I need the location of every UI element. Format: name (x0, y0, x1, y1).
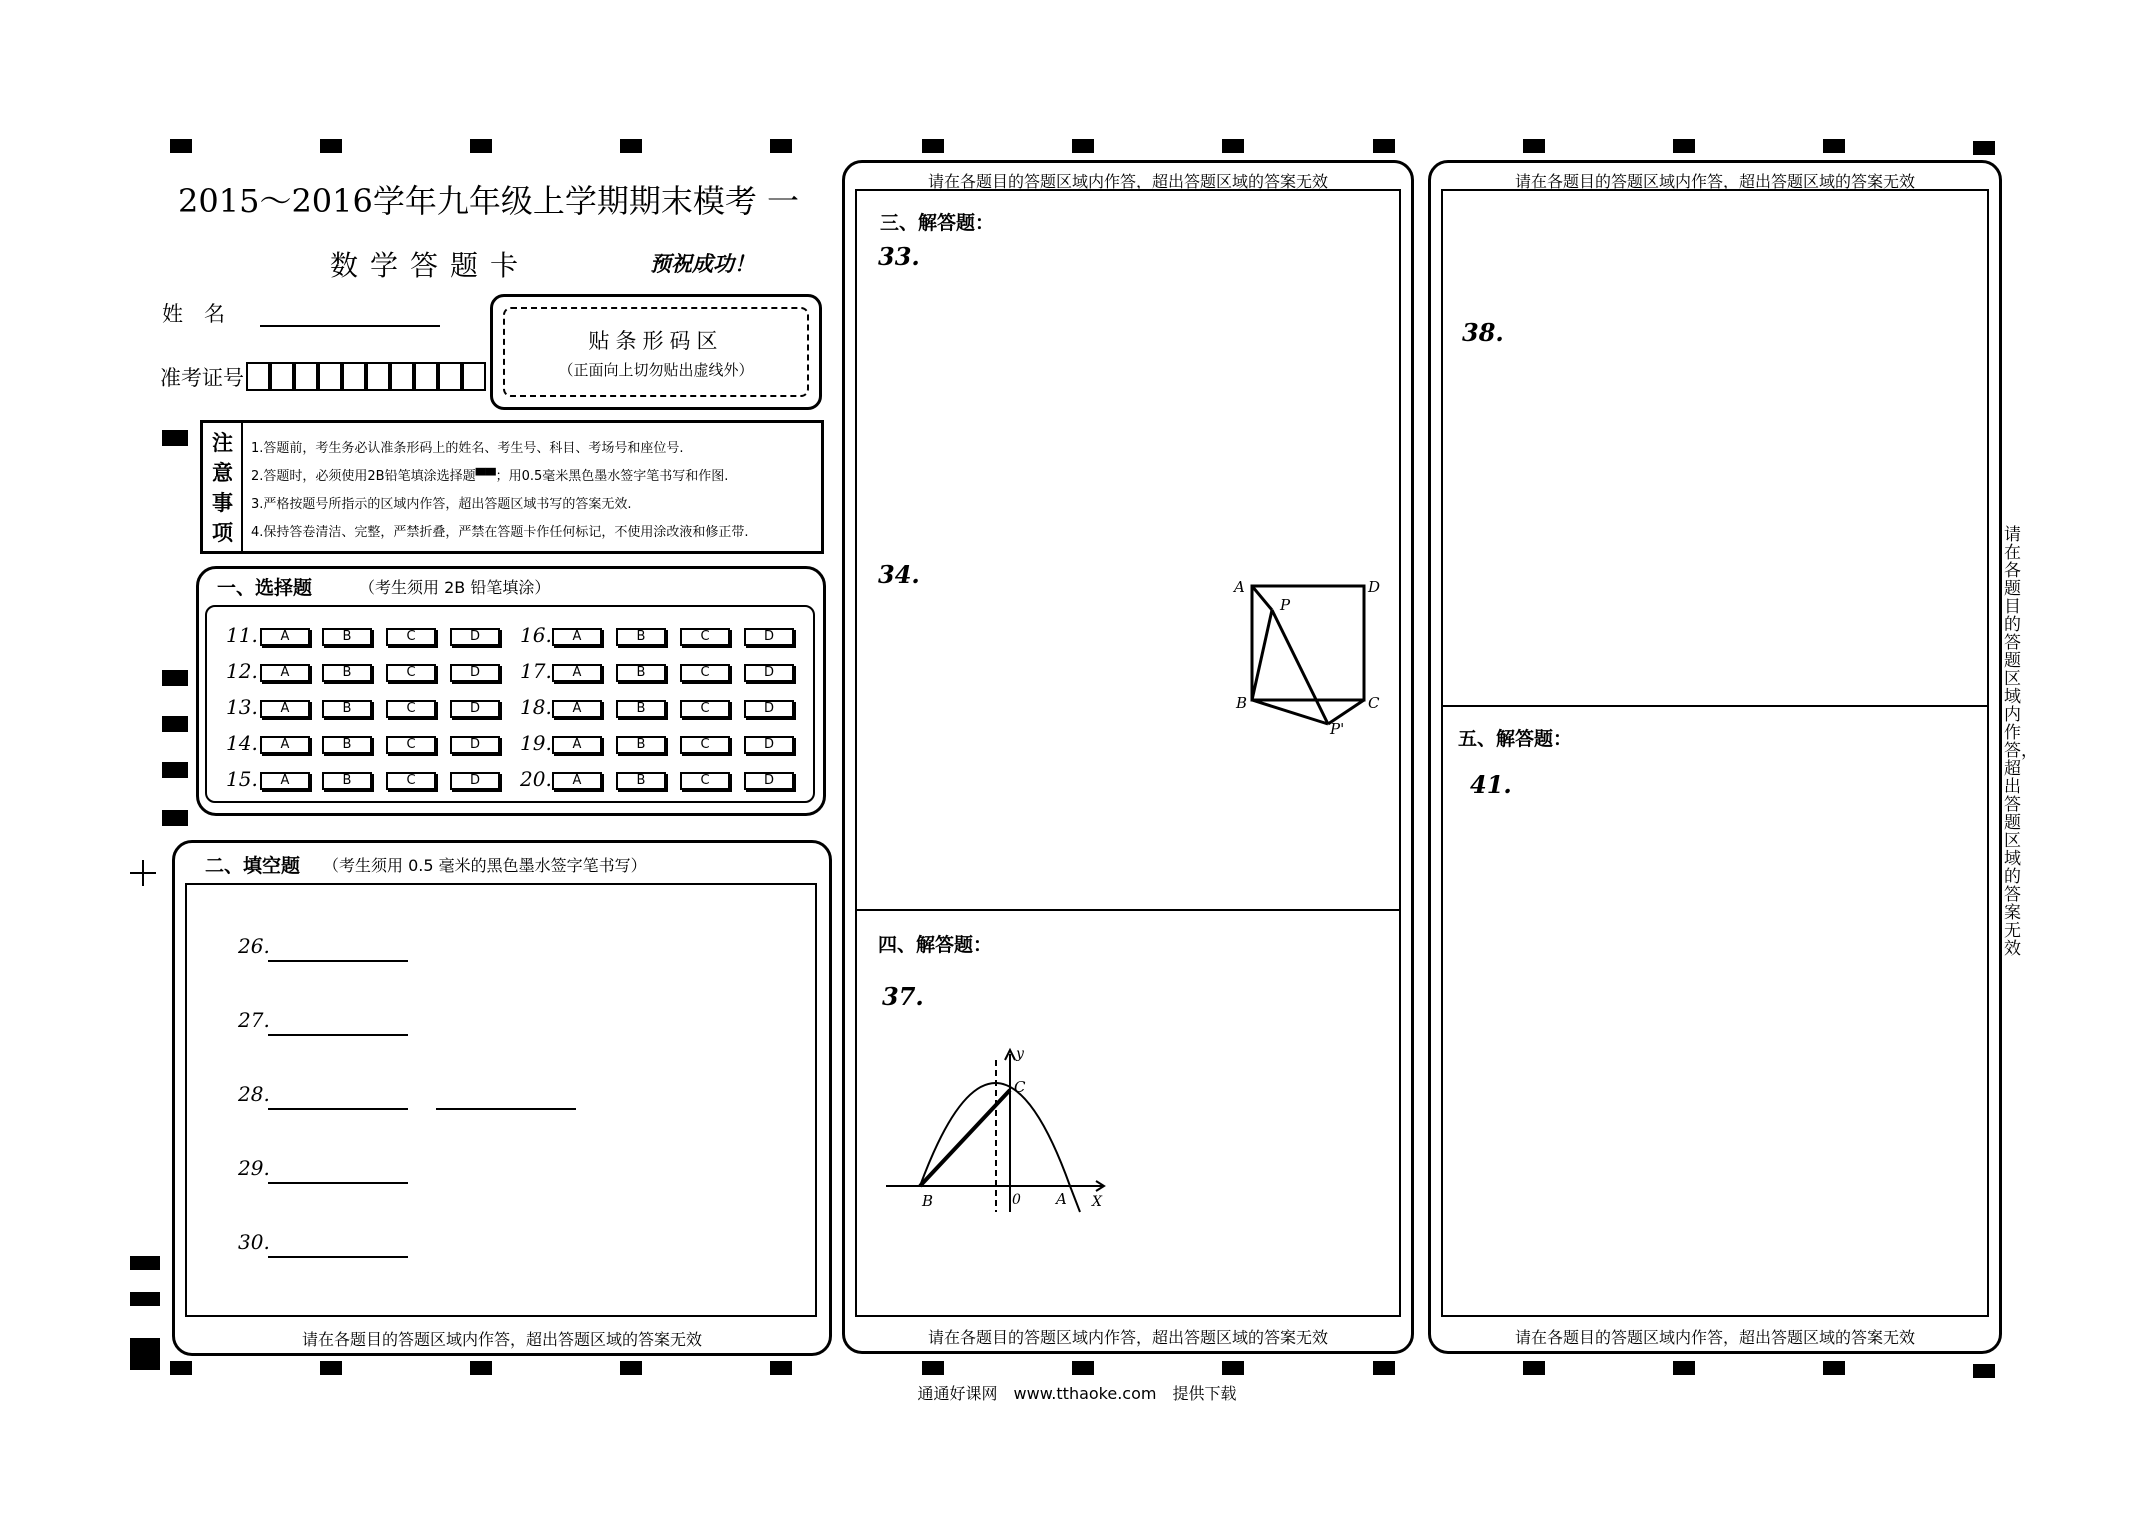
mcq-option-bubble[interactable]: C (386, 772, 436, 790)
mcq-option-bubble[interactable]: C (386, 664, 436, 682)
fill-blank-29[interactable] (268, 1182, 408, 1184)
mcq-option-bubble[interactable]: C (680, 736, 730, 754)
name-label: 姓 名 (162, 302, 225, 326)
mcq-option-bubble[interactable]: D (450, 772, 500, 790)
mcq-option-bubble[interactable]: D (744, 700, 794, 718)
answer-area-41[interactable] (1441, 705, 1989, 1317)
mcq-option-bubble[interactable]: A (552, 628, 602, 646)
fill-answer-area[interactable] (185, 883, 817, 1317)
label-D: D (1368, 578, 1381, 596)
notice-box (200, 420, 824, 554)
mcq-question-number: 13. (226, 695, 258, 719)
good-luck-text: 预祝成功！ (650, 251, 755, 276)
notice-item-1: 1.答题前，考生务必认准条形码上的姓名、考生号、科目、考场号和座位号. (251, 441, 684, 456)
label-B: B (922, 1192, 934, 1210)
mcq-option-bubble[interactable]: D (744, 628, 794, 646)
mcq-option-bubble[interactable]: B (616, 700, 666, 718)
notice-item-4: 4.保持答卷清洁、完整，严禁折叠，严禁在答题卡作任何标记，不使用涂改液和修正带. (251, 525, 749, 540)
mcq-option-bubble[interactable]: A (260, 700, 310, 718)
column-3-panel (1428, 160, 2002, 1354)
question-37: 37. (882, 982, 924, 1011)
label-C: C (1014, 1078, 1026, 1096)
question-38: 38. (1462, 318, 1504, 347)
label-x: X (1092, 1194, 1102, 1210)
mcq-question-number: 18. (520, 695, 552, 719)
mcq-option-bubble[interactable]: C (386, 628, 436, 646)
boundary-note: 请在各题目的答题区域内作答，超出答题区域的答案无效 (301, 1330, 702, 1349)
label-A: A (1234, 578, 1245, 596)
side-boundary-note: 请在各题目的答题区域内作答，超出答题区域的答案无效 (2004, 525, 2038, 959)
mcq-question-number: 14. (226, 731, 258, 755)
fill-blank-28a[interactable] (268, 1108, 408, 1110)
mcq-question-number: 20. (520, 767, 552, 791)
mcq-option-bubble[interactable]: B (616, 736, 666, 754)
mcq-question-number: 16. (520, 623, 552, 647)
mcq-question-number: 12. (226, 659, 258, 683)
mcq-option-bubble[interactable]: C (386, 736, 436, 754)
mcq-option-bubble[interactable]: D (450, 736, 500, 754)
mcq-option-bubble[interactable]: C (680, 628, 730, 646)
fill-blank-26[interactable] (268, 960, 408, 962)
mcq-option-bubble[interactable]: C (680, 700, 730, 718)
mcq-option-bubble[interactable]: B (322, 772, 372, 790)
figure-34-square (1220, 570, 1390, 740)
mcq-option-bubble[interactable]: A (260, 628, 310, 646)
mcq-option-bubble[interactable]: D (450, 664, 500, 682)
mcq-option-bubble[interactable]: A (552, 736, 602, 754)
mcq-option-bubble[interactable]: D (744, 664, 794, 682)
boundary-note: 请在各题目的答题区域内作答，超出答题区域的答案无效 (1514, 1328, 1915, 1347)
mcq-option-bubble[interactable]: B (322, 700, 372, 718)
card-subtitle: 数学答题卡 (330, 249, 531, 282)
label-O: 0 (1012, 1192, 1021, 1208)
fill-num-28: 28. (238, 1082, 270, 1106)
crosshair-icon (128, 858, 158, 888)
label-B: B (1236, 694, 1248, 712)
label-A: A (1056, 1190, 1067, 1208)
mcq-heading: 一、选择题 (217, 577, 313, 599)
question-33: 33. (878, 242, 920, 271)
mcq-option-bubble[interactable]: B (616, 664, 666, 682)
section-3-heading: 三、解答题： (880, 212, 995, 234)
figure-37-parabola (880, 1040, 1120, 1220)
mcq-option-bubble[interactable]: A (552, 664, 602, 682)
fill-blank-27[interactable] (268, 1034, 408, 1036)
fill-num-29: 29. (238, 1156, 270, 1180)
mcq-hint: （考生须用 2B 铅笔填涂） (359, 578, 551, 597)
mcq-option-bubble[interactable]: B (322, 736, 372, 754)
mcq-question-number: 17. (520, 659, 552, 683)
mcq-option-bubble[interactable]: C (386, 700, 436, 718)
notice-item-2: 2.答题时，必须使用2B铅笔填涂选择题▀▀；用0.5毫米黑色墨水签字笔书写和作图. (251, 469, 729, 484)
label-P-prime: P' (1330, 720, 1345, 738)
mcq-question-number: 15. (226, 767, 258, 791)
mcq-option-bubble[interactable]: D (744, 772, 794, 790)
barcode-area (490, 294, 822, 410)
mcq-option-bubble[interactable]: A (552, 772, 602, 790)
mcq-option-bubble[interactable]: B (616, 772, 666, 790)
mcq-option-bubble[interactable]: D (450, 700, 500, 718)
id-label: 准考证号 (160, 366, 244, 390)
mcq-option-bubble[interactable]: B (322, 664, 372, 682)
mcq-option-bubble[interactable]: A (552, 700, 602, 718)
fill-hint: （考生须用 0.5 毫米的黑色墨水签字笔书写） (323, 856, 647, 875)
mcq-option-bubble[interactable]: A (260, 736, 310, 754)
mcq-question-number: 19. (520, 731, 552, 755)
mcq-option-bubble[interactable]: C (680, 664, 730, 682)
name-field[interactable] (260, 325, 440, 327)
fill-panel (172, 840, 832, 1356)
section-5-heading: 五、解答题： (1458, 728, 1573, 750)
boundary-note: 请在各题目的答题区域内作答，超出答题区域的答案无效 (1514, 172, 1915, 191)
answer-area-38[interactable] (1441, 189, 1989, 707)
fill-num-30: 30. (238, 1230, 270, 1254)
label-y: y (1016, 1046, 1024, 1062)
mcq-option-bubble[interactable]: D (450, 628, 500, 646)
mcq-question-number: 11. (226, 623, 258, 647)
mcq-option-bubble[interactable]: A (260, 772, 310, 790)
mcq-option-bubble[interactable]: C (680, 772, 730, 790)
notice-label: 注 意 事 项 (203, 423, 243, 551)
boundary-note: 请在各题目的答题区域内作答，超出答题区域的答案无效 (927, 1328, 1328, 1347)
section-4-heading: 四、解答题： (878, 934, 993, 956)
fill-blank-30[interactable] (268, 1256, 408, 1258)
notice-item-3: 3.严格按题号所指示的区域内作答，超出答题区域书写的答案无效. (251, 497, 632, 512)
mcq-option-bubble[interactable]: D (744, 736, 794, 754)
fill-num-26: 26. (238, 934, 270, 958)
label-P: P (1280, 596, 1291, 614)
mcq-option-bubble[interactable]: B (322, 628, 372, 646)
question-41: 41. (1470, 770, 1512, 799)
label-C: C (1368, 694, 1380, 712)
mcq-option-bubble[interactable]: A (260, 664, 310, 682)
answer-area-33-34[interactable] (855, 189, 1401, 911)
barcode-title: 贴条形码区 (588, 329, 724, 353)
fill-blank-28b[interactable] (436, 1108, 576, 1110)
fill-heading: 二、填空题 (205, 855, 301, 877)
fill-num-27: 27. (238, 1008, 270, 1032)
question-34: 34. (878, 560, 920, 589)
barcode-hint: （正面向上切勿贴出虚线外） (558, 361, 754, 379)
exam-title: 2015～2016学年九年级上学期期末模考 一 (178, 182, 800, 220)
footer-credit: 通通好课网 www.tthaoke.com 提供下载 (917, 1384, 1237, 1403)
mcq-option-bubble[interactable]: B (616, 628, 666, 646)
boundary-note: 请在各题目的答题区域内作答，超出答题区域的答案无效 (927, 172, 1328, 191)
